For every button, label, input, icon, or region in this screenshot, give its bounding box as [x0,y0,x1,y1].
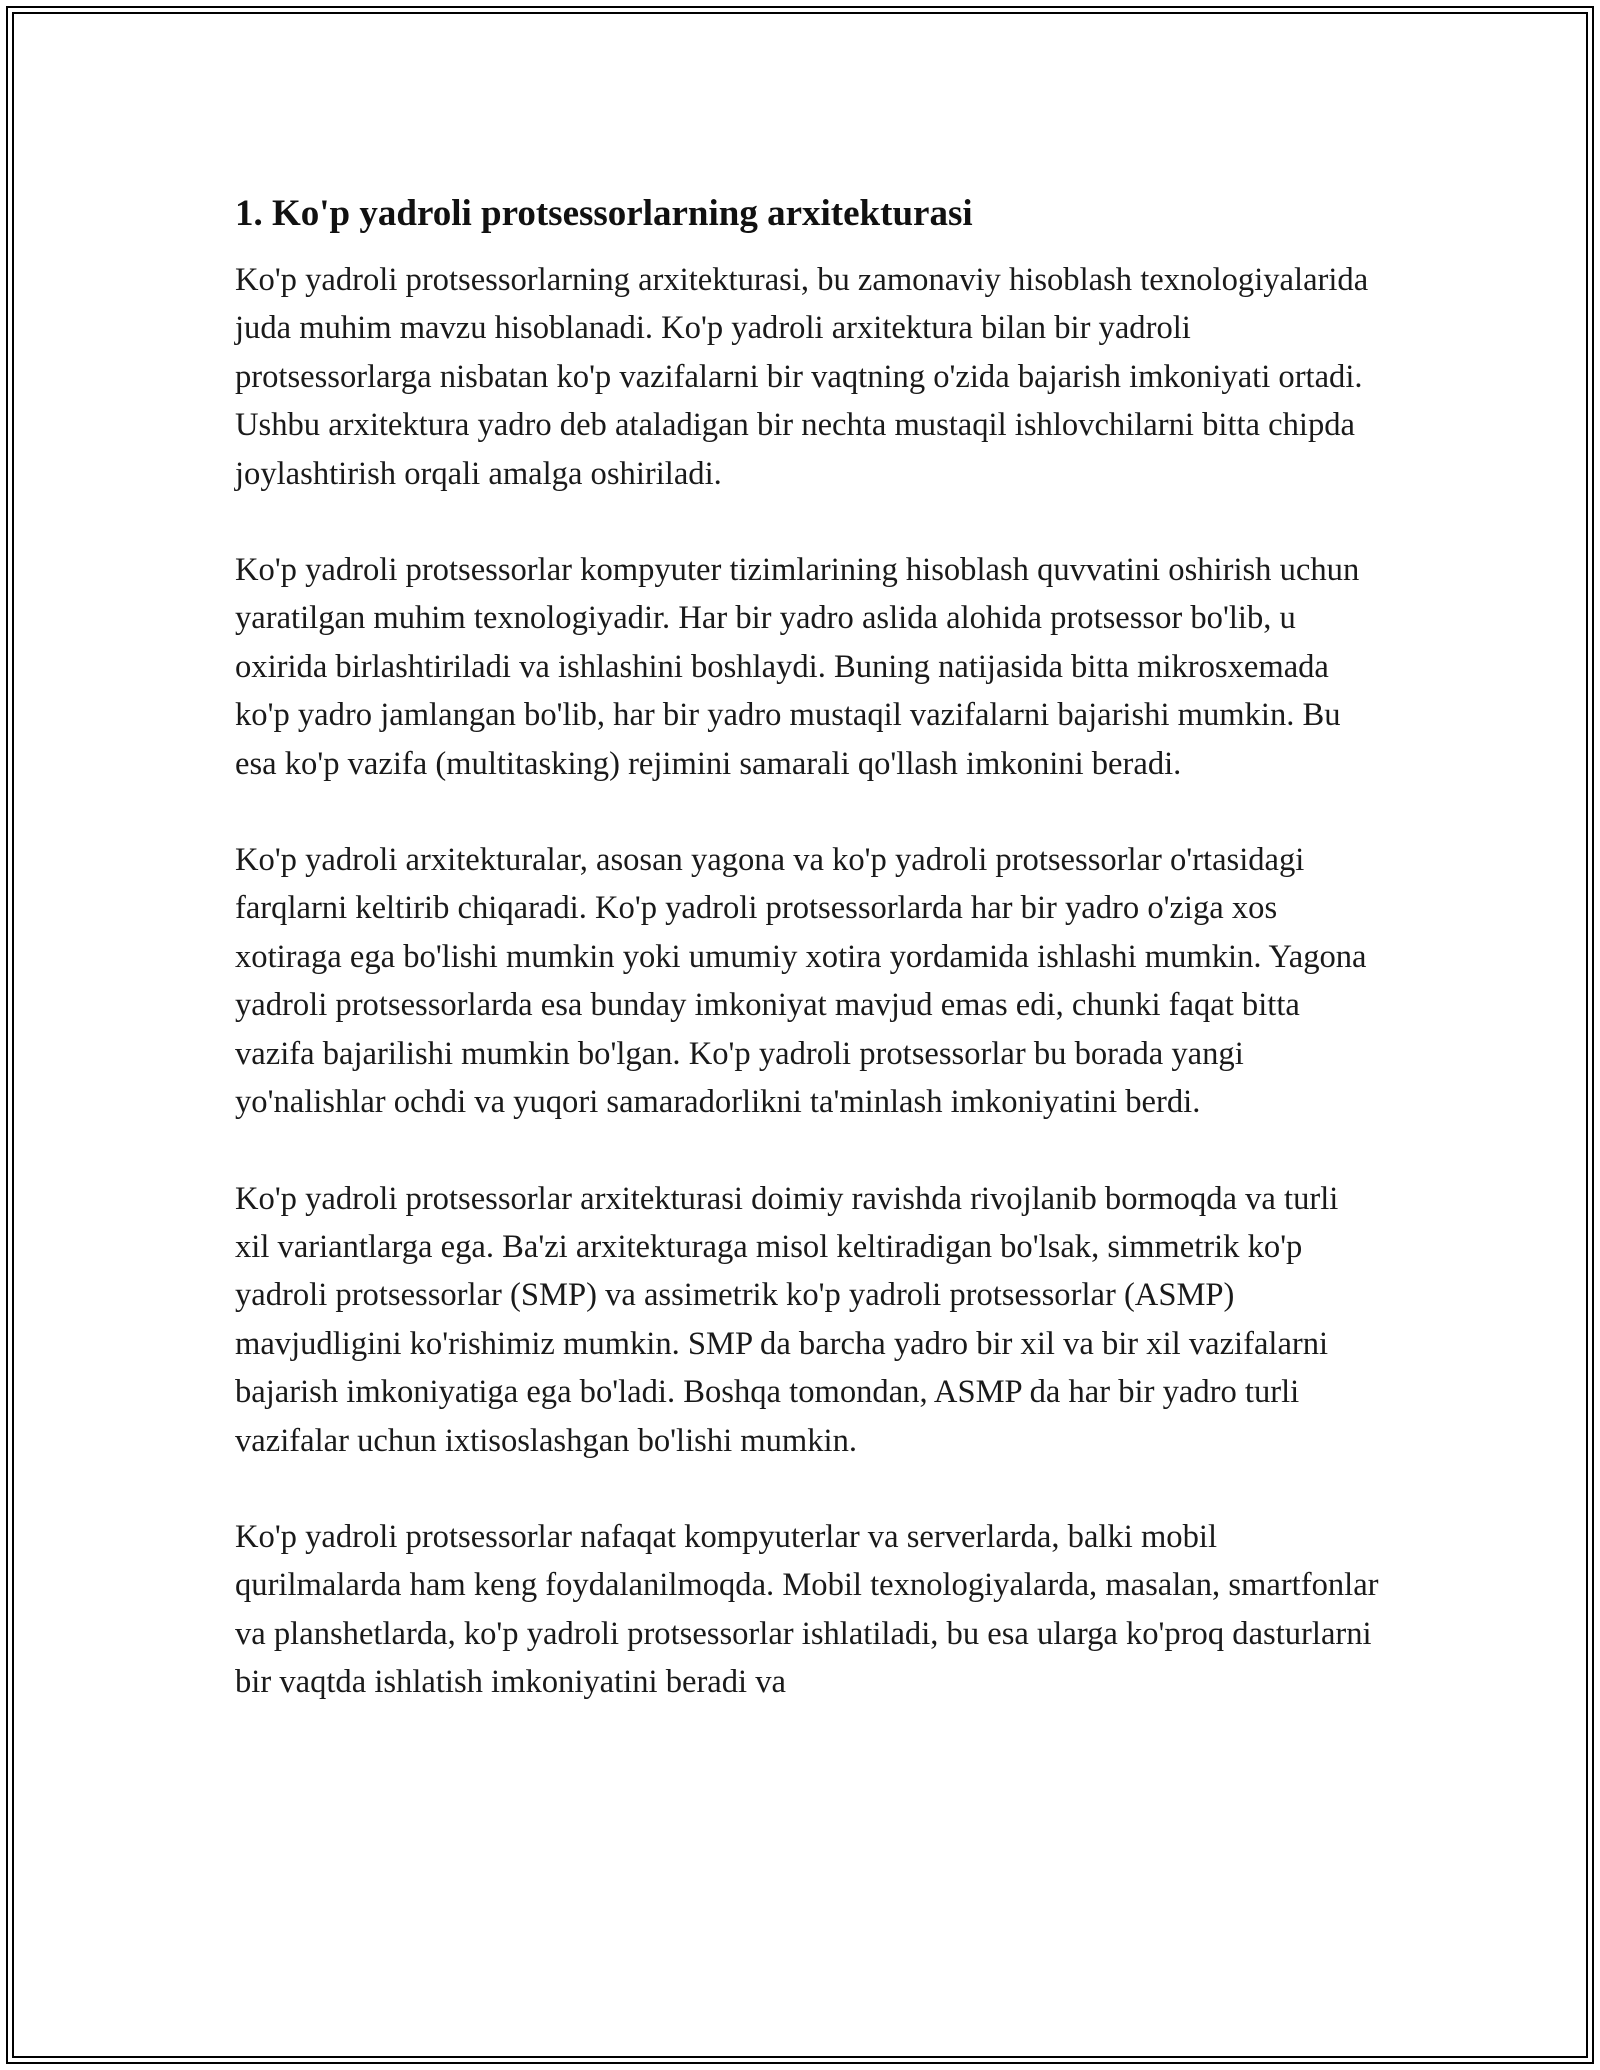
document-body [235,188,1380,1755]
section-heading: 1. Ko'p yadroli protsessorlarning arxitekturasi [235,193,973,234]
paragraph-2: Ko'p yadroli protsessorlar kompyuter tizimlarining hisoblash quvvatini oshirish uchun yaratilgan muhim texnologiyadir. Har bir yadro aslida alohida protsessor bo'lib, u oxirida birlashtiriladi va ishlashini boshlaydi. Buning natijasida bitta mikrosxemada ko'p yadro jamlangan bo'lib, har bir yadro mustaqil vazifalarni bajarishi mumkin. Bu esa ko'p vazifa (multitasking) rejimini samarali qo'llash imkonini beradi. [235,552,1360,782]
paragraph-3: Ko'p yadroli arxitekturalar, asosan yagona va ko'p yadroli protsessorlar o'rtasidagi farqlarni keltirib chiqaradi. Ko'p yadroli protsessorlarda har bir yadro o'ziga xos xotiraga ega bo'lishi mumkin yoki umumiy xotira yordamida ishlashi mumkin. Yagona yadroli protsessorlarda esa bunday imkoniyat mavjud emas edi, chunki faqat bitta vazifa bajarilishi mumkin bo'lgan. Ko'p yadroli protsessorlar bu borada yangi yo'nalishlar ochdi va yuqori samaradorlikni ta'minlash imkoniyatini berdi. [235,842,1367,1121]
paragraph-1: Ko'p yadroli protsessorlarning arxitekturasi, bu zamonaviy hisoblash texnologiyalarida juda muhim mavzu hisoblanadi. Ko'p yadroli arxitektura bilan bir yadroli protsessorlarga nisbatan ko'p vazifalarni bir vaqtning o'zida bajarish imkoniyati ortadi. Ushbu arxitektura yadro deb ataladigan bir nechta mustaqil ishlovchilarni bitta chipda joylashtirish orqali amalga oshiriladi. [235,262,1369,492]
paragraph-5: Ko'p yadroli protsessorlar nafaqat kompyuterlar va serverlarda, balki mobil qurilmalarda ham keng foydalanilmoqda. Mobil texnologiyalarda, masalan, smartfonlar va planshetlarda, ko'p yadroli protsessorlar ishlatiladi, bu esa ularga ko'proq dasturlarni bir vaqtda ishlatish imkoniyatini beradi va [235,1518,1379,1701]
paragraph-4: Ko'p yadroli protsessorlar arxitekturasi doimiy ravishda rivojlanib bormoqda va turli xil variantlarga ega. Ba'zi arxitekturaga misol keltiradigan bo'lsak, simmetrik ko'p yadroli protsessorlar (SMP) va assimetrik ko'p yadroli protsessorlar (ASMP) mavjudligini ko'rishimiz mumkin. SMP da barcha yadro bir xil va bir xil vazifalarni bajarish imkoniyatiga ega bo'ladi. Boshqa tomondan, ASMP da har bir yadro turli vazifalar uchun ixtisoslashgan bo'lishi mumkin. [235,1180,1339,1459]
